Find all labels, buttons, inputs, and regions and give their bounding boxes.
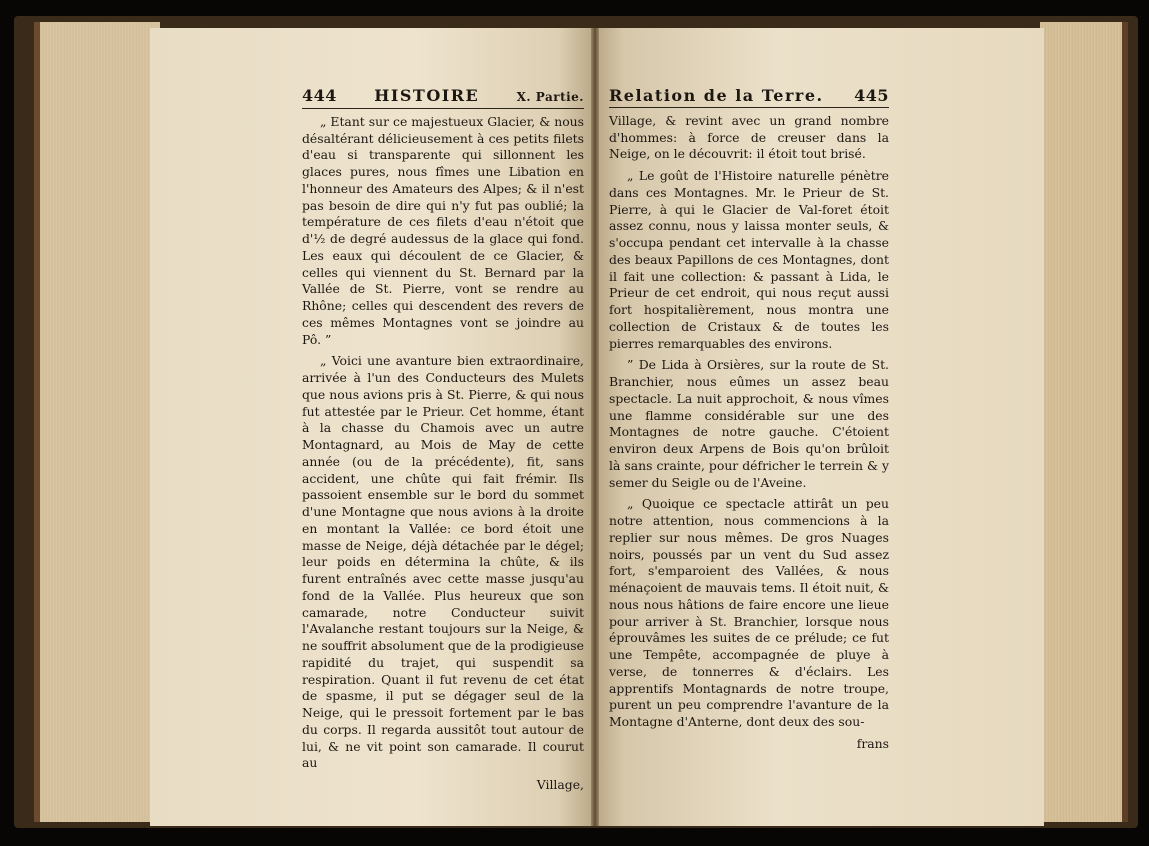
left-page-edges <box>34 22 160 822</box>
book-gutter <box>591 28 599 826</box>
left-catchword: Village, <box>536 777 584 792</box>
left-part-label: X. Partie. <box>516 90 584 104</box>
left-running-head <box>302 88 584 109</box>
right-page-number: 445 <box>854 86 889 105</box>
paragraph: „ Le goût de l'Histoire naturelle pénètre dans ces Montagnes. Mr. le Prieur de St. Pierre, à qui le Glacier de Val-foret étoit assez connu, nous y laissa monter seuls, & s'occupa pendant cet intervalle à la chasse des beaux Papillons de ces Montagnes, dont il fait une collection: & passant à Lida, le Prieur de cet endroit, qui nous reçut aussi fort hospitalièrement, nous montra une collection de Cristaux & de toutes les pierres remarquables des environs. <box>609 168 889 351</box>
paragraph: „ Voici une avanture bien extraordinaire, arrivée à l'un des Conducteurs des Mulets que nous avions pris à St. Pierre, & qui nous fut attestée par le Prieur. Cet homme, étant à la chasse du Chamois avec un autre Montagnard, au Mois de May de cette année (ou de la précédente), fit, sans accident, une chûte qui fait frémir. Ils passoient ensemble sur le bord du sommet d'une Montagne que nous avions à la droite en montant la Vallée: ce bord étoit une masse de Neige, déjà détachée par le dégel; leur poids en détermina la chûte, & ils furent entraînés avec cette masse jusqu'au fond de la Vallée. Plus heureux que son camarade, notre Conducteur suivit l'Avalanche restant toujours sur la Neige, & ne souffrit absolument que de la prodigieuse rapidité du trajet, qui suspendit sa respiration. Quant il fut revenu de cet état de spasme, il put se dégager seul de la Neige, qui le pressoit fortement par le bas du corps. Il regarda aussitôt tout autour de lui, & ne vit point son camarade. Il courut au <box>302 353 584 771</box>
right-page-edges <box>1040 22 1128 822</box>
paragraph: „ Quoique ce spectacle attirât un peu notre attention, nous commencions à la replier sur nous mêmes. De gros Nuages noirs, poussés par un vent du Sud assez fort, s'emparoient des Vallées, & nous ménaçoient de mauvais tems. Il étoit nuit, & nous nous hâtions de faire encore une lieue pour arriver à St. Branchier, lorsque nous éprouvâmes les suites de ce prélude; ce fut une Tempête, accompagnée de pluye à verse, de tonnerres & d'éclairs. Les apprentifs Montagnards de notre troupe, purent un peu comprendre l'avanture de la Montagne d'Anterne, dont deux des sou- <box>609 496 889 729</box>
right-catchword: frans <box>856 735 889 751</box>
paragraph: „ Etant sur ce majestueux Glacier, & nous désaltérant délicieusement à ces petits filets d'eau si transparente qui sillonnent les glaces pures, nous fîmes une Libation en l'honneur des Amateurs des Alpes; & il n'est pas besoin de dire qui n'y fut pas oublié; la température de ces filets d'eau n'étoit que d'½ de degré audessus de la glace qui fond. Les eaux qui découlent de ce Glacier, & celles qui viennent du St. Bernard par la Vallée de St. Pierre, vont se rendre au Rhône; celles qui descendent des revers de ces mêmes Montagnes vont se joindre au Pô. ” <box>302 113 584 347</box>
right-running-title: Relation de la Terre. <box>609 86 824 105</box>
paragraph: ” De Lida à Orsières, sur la route de St. Branchier, nous eûmes un assez beau spectacle. La nuit approchoit, & nous vîmes une flamme considérable sur une des Montagnes de notre gauche. C'étoient environ deux Arpens de Bois qu'on brûloit là sans crainte, pour défricher le terrein & y semer du Seigle ou de l'Aveine. <box>609 357 889 490</box>
right-page-text <box>609 88 889 753</box>
paragraph: Village, & revint avec un grand nombre d'hommes: à force de creuser dans la Neige, on le découvrit: il étoit tout brisé. <box>609 112 889 162</box>
left-page-text <box>302 88 584 794</box>
left-page-number: 444 <box>302 86 337 105</box>
right-running-head <box>609 88 889 108</box>
left-running-title: HISTOIRE <box>374 86 480 105</box>
